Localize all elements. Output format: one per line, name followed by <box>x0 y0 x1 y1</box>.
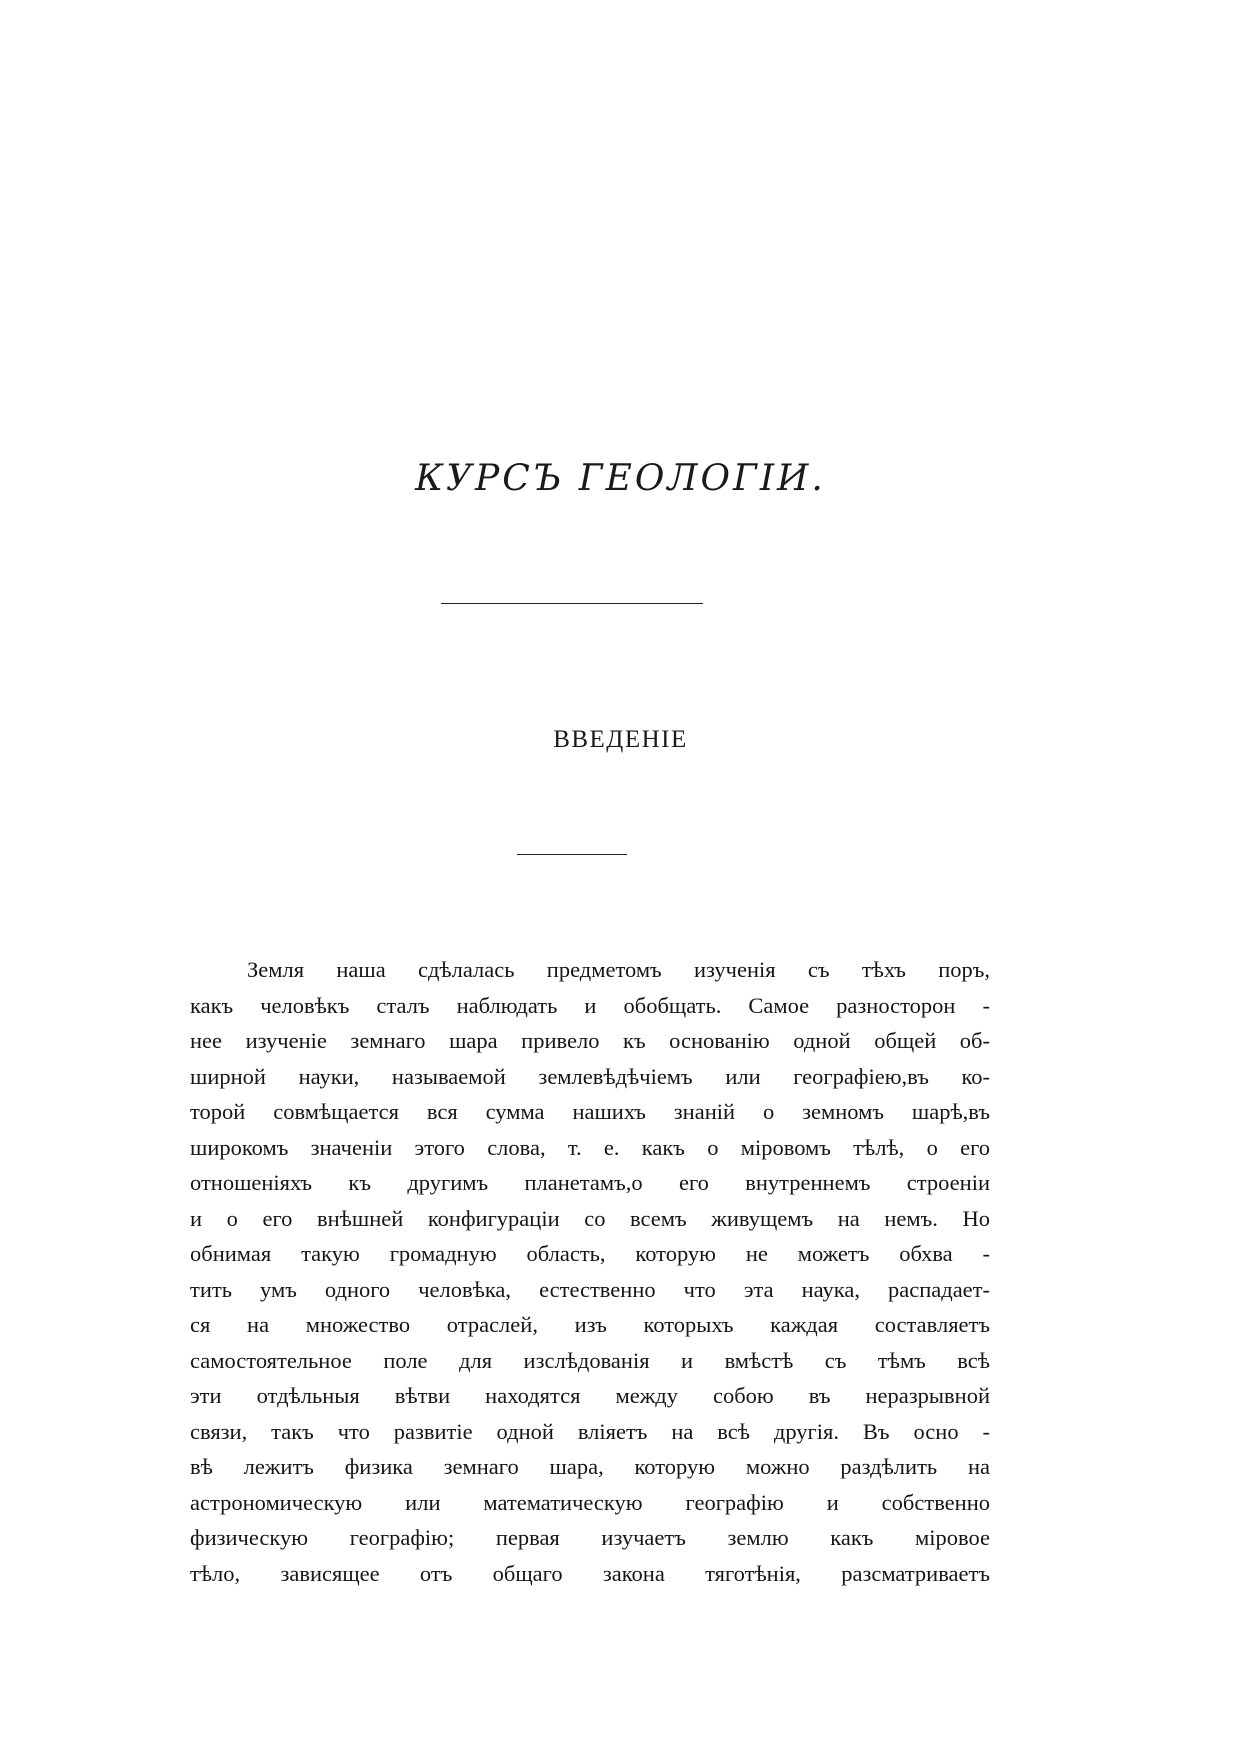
text-line: самостоятельное поле для изслѣдованія и вмѣстѣ съ тѣмъ всѣ <box>190 1347 990 1373</box>
book-title: КУРСЪ ГЕОЛОГІИ. <box>415 458 826 499</box>
text-line: Земля наша сдѣлалась предметомъ изученія съ тѣхъ поръ, <box>247 957 990 982</box>
text-line: и о его внѣшней конфигураціи со всемъ живущемъ на немъ. Но <box>190 1205 990 1231</box>
text-line: астрономическую или математическую географію и собственно <box>190 1489 990 1515</box>
text-line: торой совмѣщается вся сумма нашихъ знаній о земномъ шарѣ,въ <box>190 1099 990 1124</box>
text-line: широкомъ значеніи этого слова, т. е. какъ о міровомъ тѣлѣ, о его <box>190 1134 990 1160</box>
text-line: отношеніяхъ къ другимъ планетамъ,о его внутреннемъ строеніи <box>190 1170 990 1195</box>
text-line: вѣ лежитъ физика земнаго шара, которую можно раздѣлить на <box>190 1454 990 1479</box>
text-line: связи, такъ что развитіе одной вліяетъ на всѣ другія. Въ осно - <box>190 1418 990 1444</box>
body-text <box>190 952 990 1591</box>
text-line: эти отдѣльныя вѣтви находятся между собою въ неразрывной <box>190 1383 990 1408</box>
text-line: тить умъ одного человѣка, естественно что эта наука, распадает- <box>190 1276 990 1302</box>
text-line: ся на множество отраслей, изъ которыхъ каждая составляетъ <box>190 1312 990 1337</box>
text-line: обнимая такую громадную область, которую не можетъ обхва - <box>190 1241 990 1266</box>
text-line: тѣло, зависящее отъ общаго закона тяготѣнія, разсматриваетъ <box>190 1560 990 1586</box>
section-heading: ВВЕДЕНІЕ <box>553 726 688 753</box>
text-line: ширной науки, называемой землевѣдѣчіемъ или географіею,въ ко- <box>190 1063 990 1089</box>
section-divider <box>517 854 627 855</box>
text-line: какъ человѣкъ сталъ наблюдать и обобщать. Самое разносторон - <box>190 992 990 1018</box>
text-line: нее изученіе земнаго шара привело къ основанію одной общей об- <box>190 1028 990 1053</box>
title-divider <box>441 603 703 604</box>
text-line: физическую географію; первая изучаетъ землю какъ міровое <box>190 1525 990 1550</box>
